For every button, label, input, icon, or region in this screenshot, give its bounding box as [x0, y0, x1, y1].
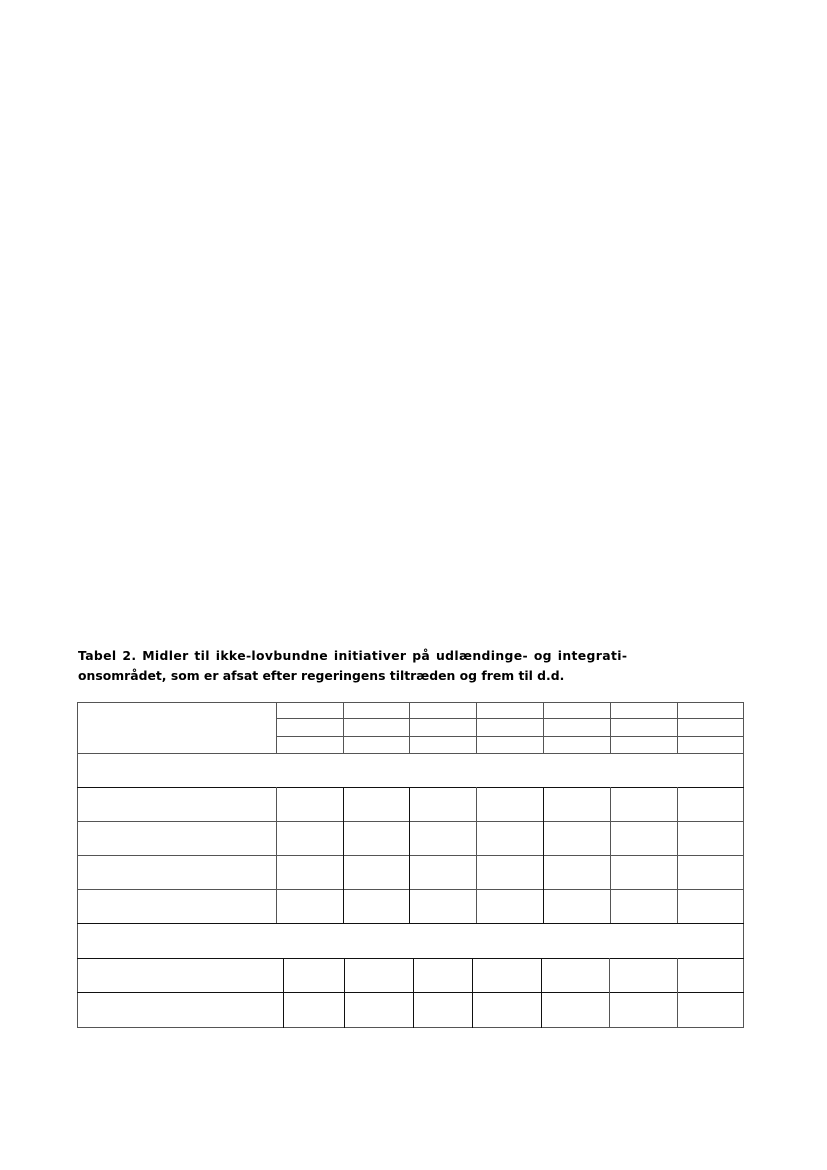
section-row-top: [77, 753, 744, 754]
section-row-bottom: [77, 787, 744, 788]
data-table: [77, 702, 744, 1028]
table-row-divider: [77, 992, 744, 993]
table-row-divider: [77, 889, 744, 890]
table-caption-line-1: Tabel 2. Midler til ikke-lovbundne initiativer på udlændinge- og integrati-: [78, 648, 628, 663]
table-column-divider: [276, 787, 277, 923]
table-column-divider: [409, 787, 410, 923]
table-column-divider: [610, 787, 611, 923]
header-row-divider: [276, 736, 744, 737]
section-row-top: [77, 923, 744, 924]
header-column-divider: [409, 702, 410, 753]
header-column-divider: [677, 702, 678, 753]
header-column-divider: [343, 702, 344, 753]
table-column-divider: [343, 787, 344, 923]
section-row-bottom: [77, 958, 744, 959]
table-column-divider: [543, 787, 544, 923]
header-label-divider: [276, 702, 277, 753]
table-border: [77, 702, 744, 1028]
table-caption: [78, 646, 638, 686]
table-row-divider: [77, 855, 744, 856]
table-caption-line-2: onsområdet, som er afsat efter regeringens tiltræden og frem til d.d.: [78, 668, 565, 683]
table-column-divider: [609, 958, 610, 1028]
table-column-divider: [541, 958, 542, 1028]
table-column-divider: [677, 958, 678, 1028]
header-row-divider: [276, 718, 744, 719]
header-column-divider: [476, 702, 477, 753]
table-column-divider: [413, 958, 414, 1028]
table-column-divider: [283, 958, 284, 1028]
header-column-divider: [543, 702, 544, 753]
table-column-divider: [476, 787, 477, 923]
header-column-divider: [610, 702, 611, 753]
table-column-divider: [344, 958, 345, 1028]
table-row-divider: [77, 821, 744, 822]
table-column-divider: [472, 958, 473, 1028]
table-column-divider: [677, 787, 678, 923]
